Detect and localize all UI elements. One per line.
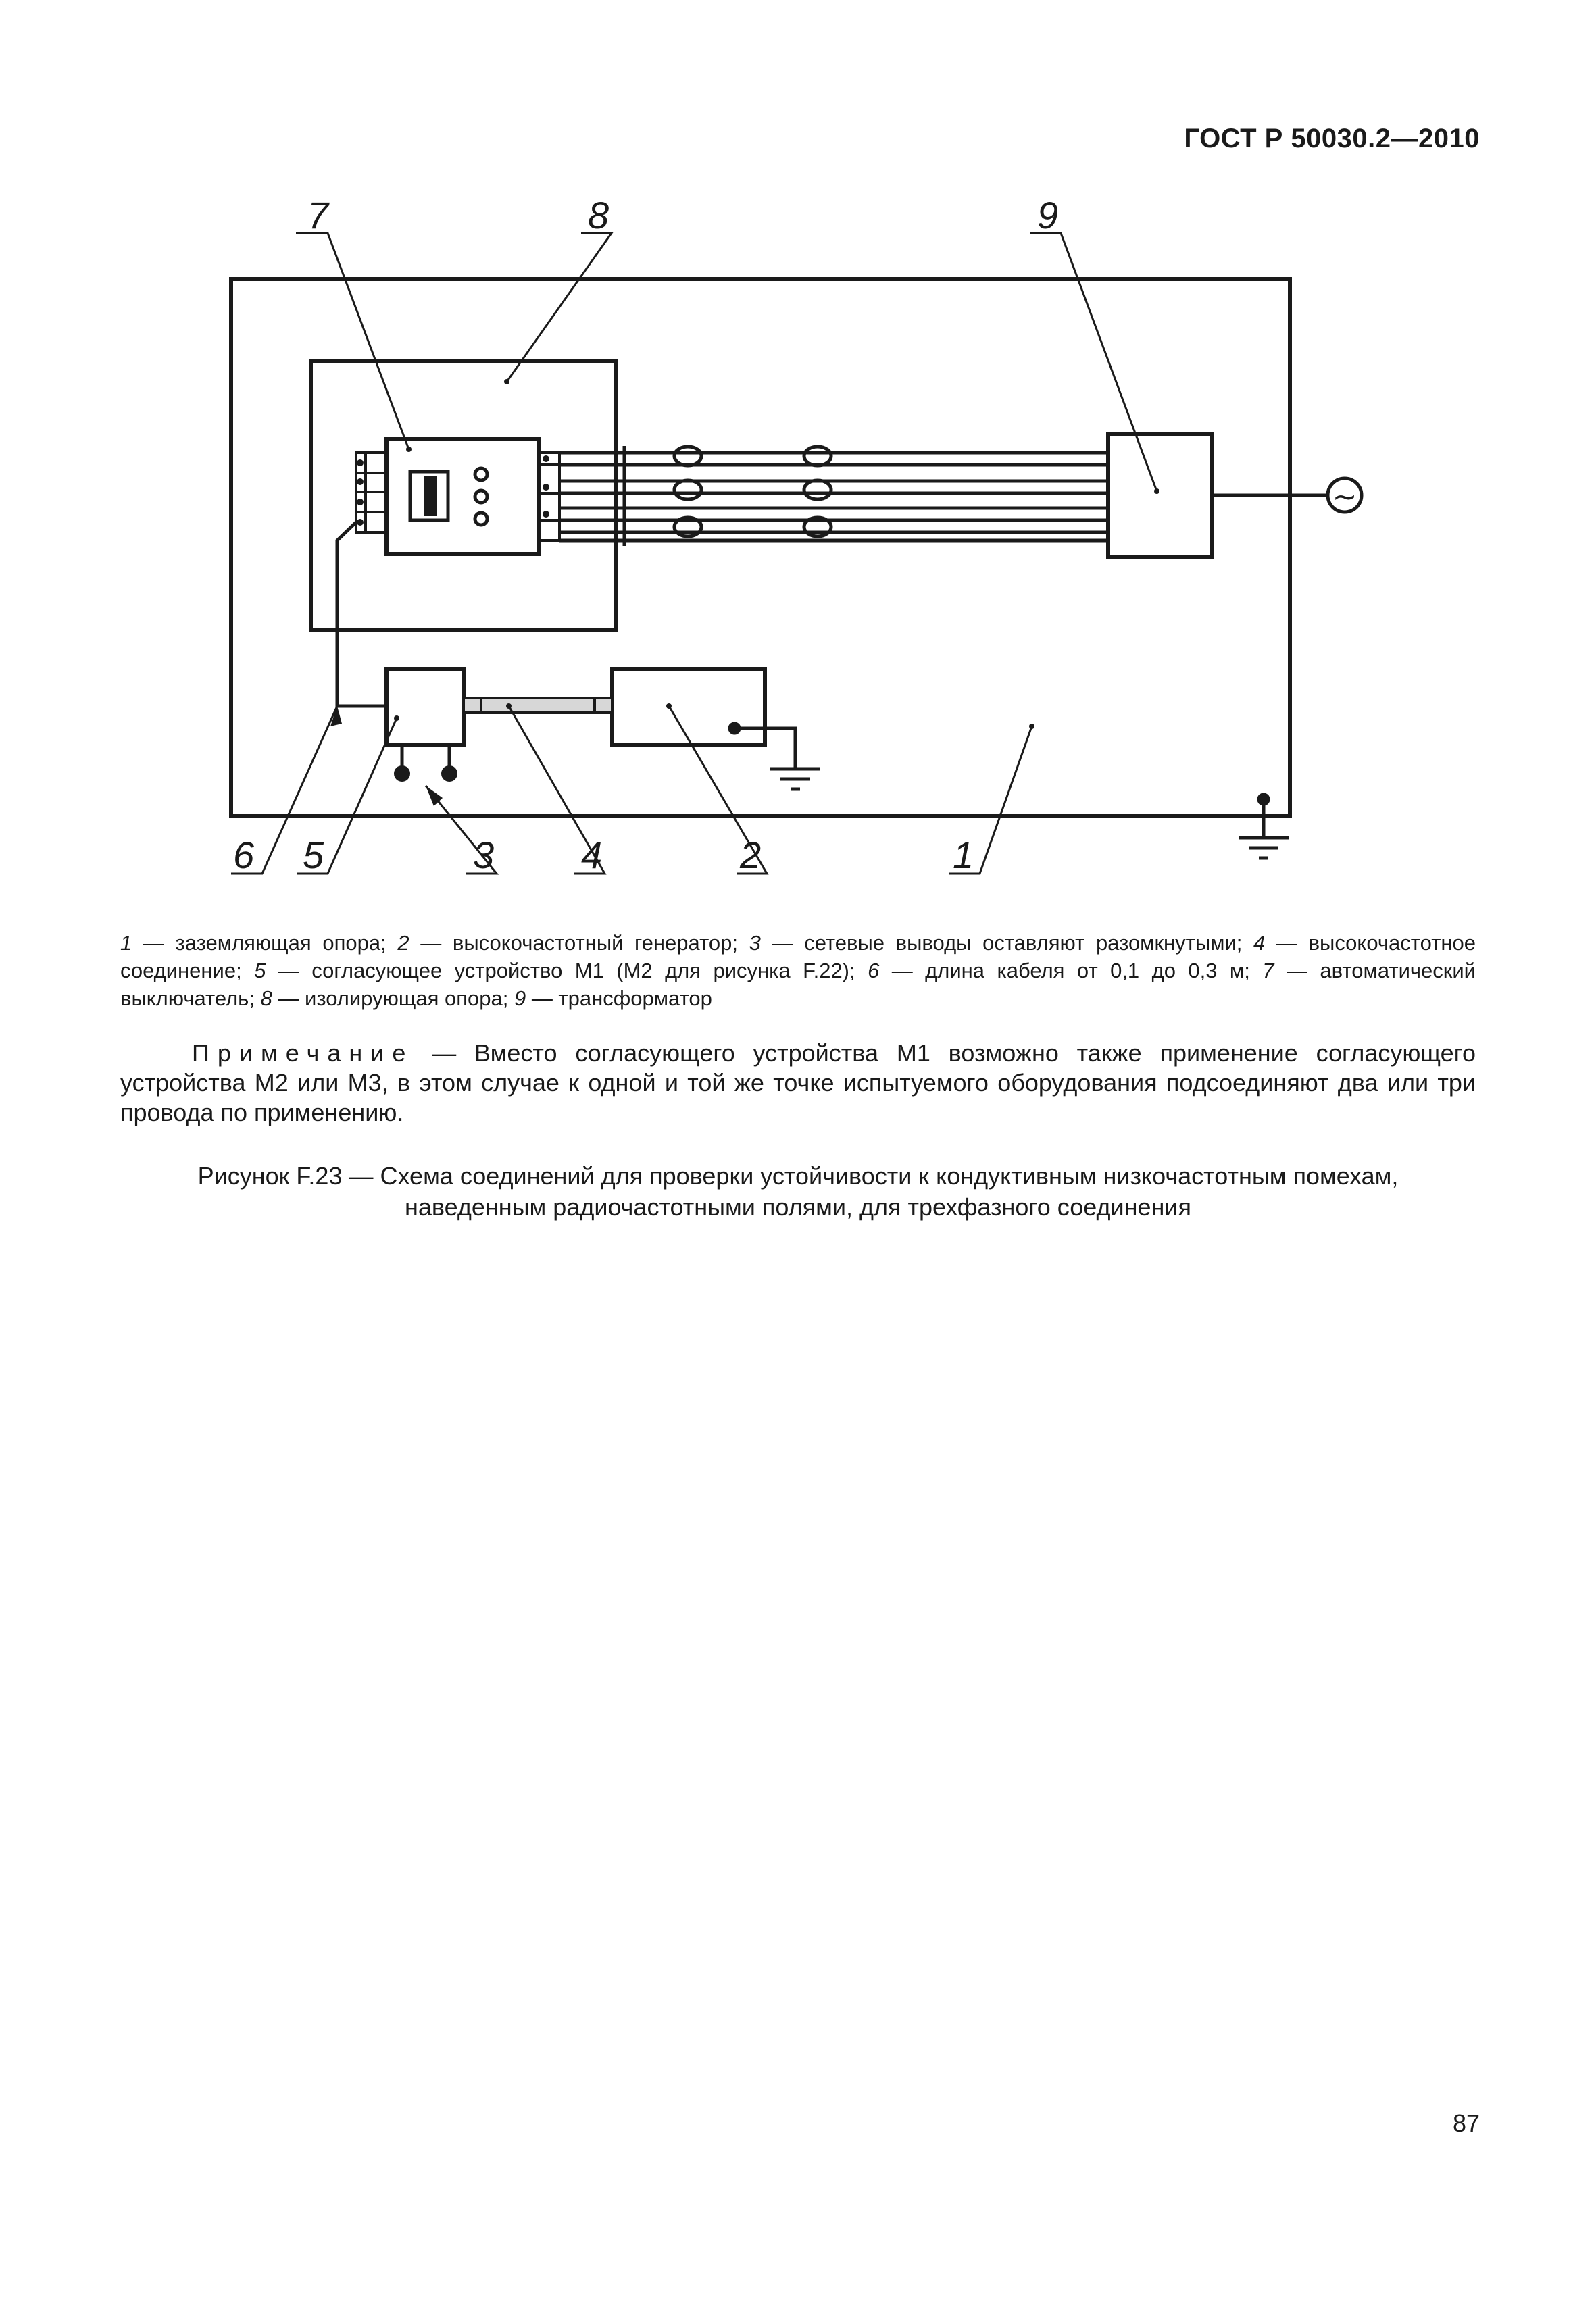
legend-text: — высокочастотное соединение; (120, 931, 1476, 982)
legend-num: 8 (260, 986, 272, 1010)
callout-1: 1 (953, 834, 974, 876)
figure-caption (120, 1161, 1476, 1223)
legend-num: 4 (1253, 931, 1266, 955)
hf-connection (464, 698, 612, 713)
note-label: Примечание (192, 1039, 414, 1067)
legend-text: — длина кабеля от 0,1 до 0,3 м; (879, 959, 1263, 982)
note-text: — Вместо согласующего устройства М1 возможно также применение согласующего устройства М2 или М3, в этом случае к одной и той же точке испытуемого оборудования подсоединяют два или три провода по применению. (120, 1039, 1476, 1126)
callout-7: 7 (307, 194, 329, 236)
legend-num: 7 (1262, 959, 1274, 982)
legend-num: 5 (254, 959, 266, 982)
page-number: 87 (1452, 2109, 1480, 2137)
transformer (1108, 434, 1212, 557)
caption-line-1: Рисунок F.23 — Схема соединений для проверки устойчивости к кондуктивным низкочастотным помехам, (197, 1162, 1399, 1190)
legend-num: 9 (514, 986, 526, 1010)
open-mains-terminals (394, 745, 457, 782)
leader-lines (231, 233, 1157, 874)
hf-generator (612, 669, 765, 745)
legend-text: — автоматический выключатель; (120, 959, 1476, 1010)
coupling-cable (337, 522, 386, 706)
legend-text: — трансформатор (526, 986, 712, 1010)
breaker-indicators (475, 468, 487, 525)
legend-text: — изолирующая опора; (272, 986, 514, 1010)
legend-num: 3 (749, 931, 761, 955)
figure-legend (120, 929, 1476, 1012)
callout-3: 3 (473, 834, 495, 876)
three-phase-conductors (559, 446, 1108, 546)
right-terminal-block (539, 453, 559, 540)
legend-text: — заземляющая опора; (132, 931, 398, 955)
breaker-toggle (410, 472, 448, 520)
callout-8: 8 (588, 194, 609, 236)
legend-text: — высокочастотный генератор; (409, 931, 749, 955)
callout-9: 9 (1037, 194, 1059, 236)
callout-6: 6 (233, 834, 255, 876)
coupling-device (386, 669, 464, 745)
callout-2: 2 (740, 834, 762, 876)
legend-num: 1 (120, 931, 132, 955)
callout-5: 5 (303, 834, 324, 876)
legend-text: — сетевые выводы оставляют разомкнутыми; (760, 931, 1254, 955)
legend-text: — согласующее устройство М1 (М2 для рисунка F.22); (266, 959, 868, 982)
caption-line-2: наведенным радиочастотными полями, для трехфазного соединения (405, 1193, 1191, 1221)
ground-plane-earth-icon (1239, 795, 1289, 858)
generator-ground-icon (730, 724, 820, 789)
standard-header: ГОСТ Р 50030.2—2010 (1184, 124, 1480, 153)
legend-num: 2 (397, 931, 409, 955)
ac-source-symbol: ~ (1332, 480, 1357, 514)
legend-num: 6 (868, 959, 880, 982)
callout-4: 4 (581, 834, 603, 876)
connection-diagram (0, 0, 1596, 905)
note-paragraph (120, 1038, 1476, 1128)
